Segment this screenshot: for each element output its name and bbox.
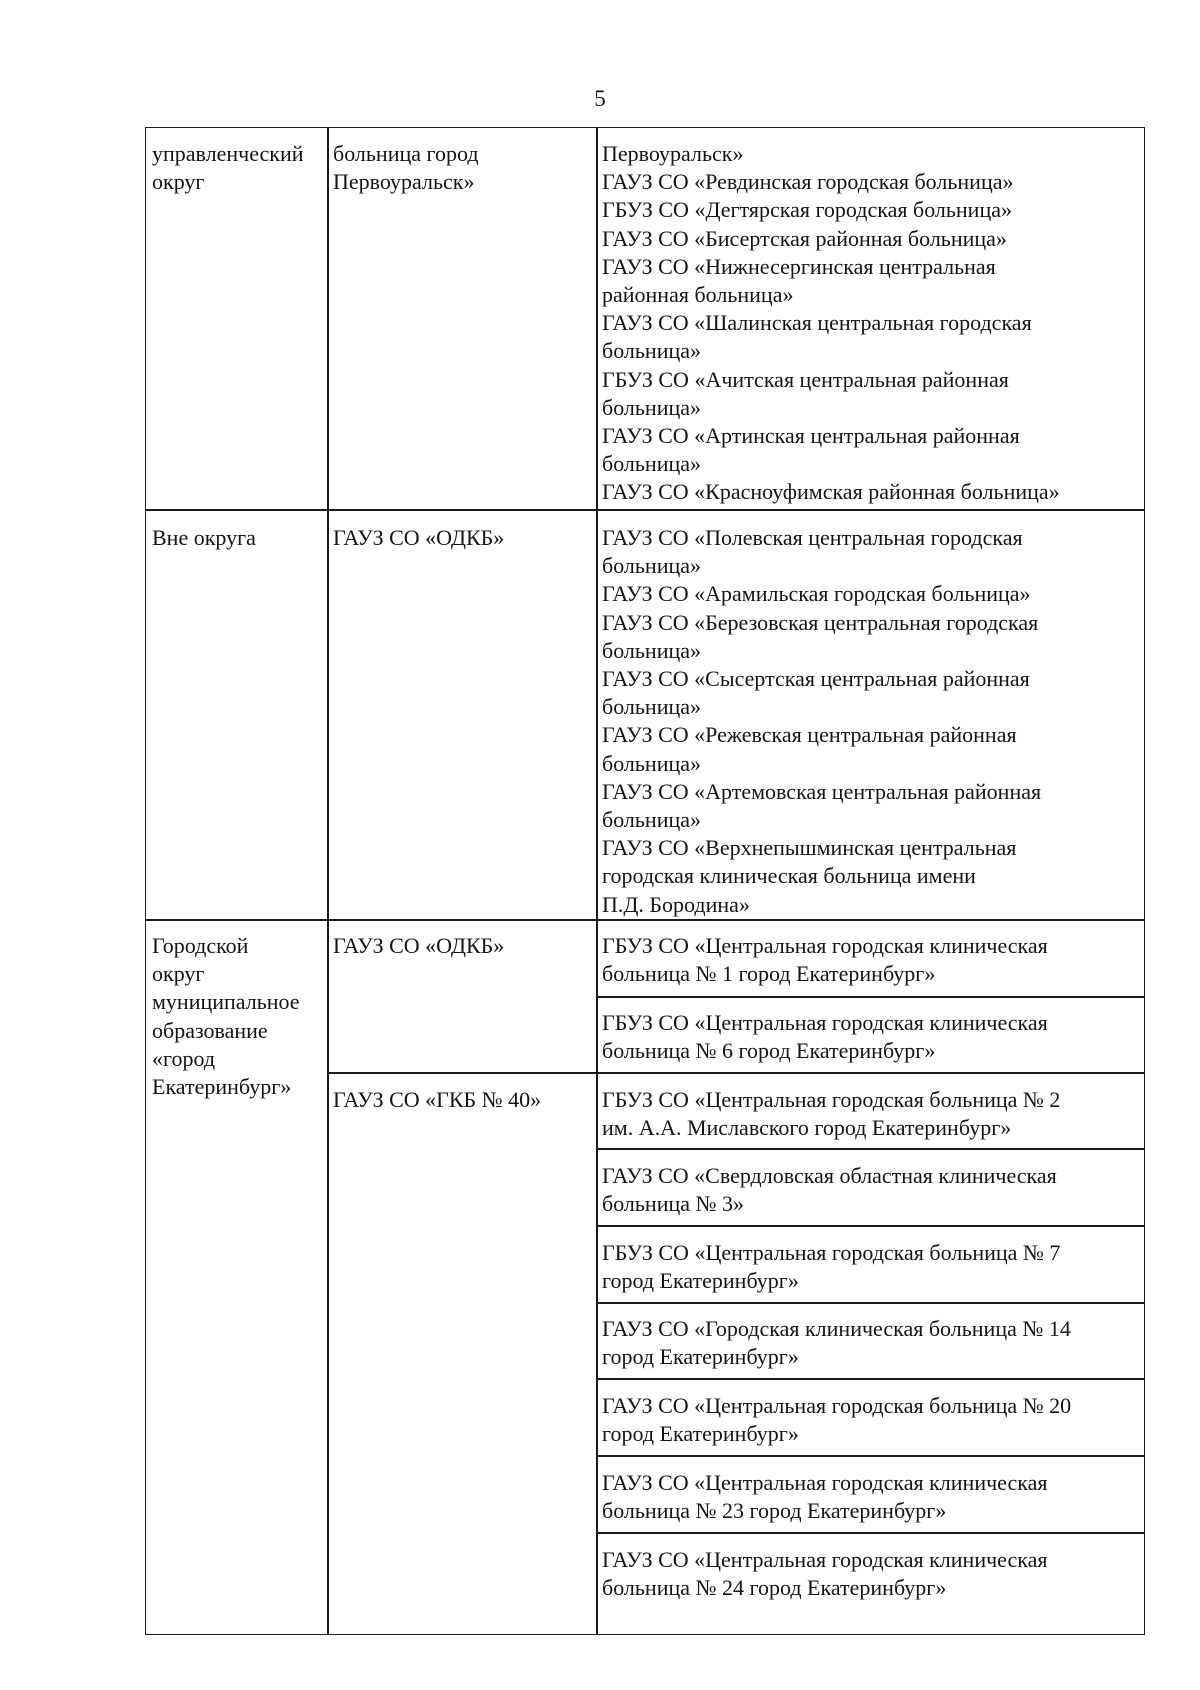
page-number: 5 — [594, 86, 606, 111]
hospital-cell — [596, 932, 1144, 988]
cell-line: больница» — [602, 637, 701, 663]
cell-line: ГБУЗ СО «Центральная городская больница № 7 — [602, 1240, 1061, 1265]
cell-line: ГБУЗ СО «Дегтярская городская больница» — [602, 197, 1012, 223]
district-cell — [146, 140, 327, 196]
hospital-cell — [596, 1392, 1144, 1448]
cell-line: ГАУЗ СО «Артемовская центральная районная — [602, 778, 1042, 804]
column-divider — [327, 128, 329, 1634]
cell-line: округ — [152, 169, 205, 195]
cell-line: ГАУЗ СО «Режевская центральная районная — [602, 722, 1017, 748]
cell-line: больница» — [602, 338, 701, 364]
cell-line: Первоуральск» — [602, 141, 744, 166]
cell-line: больница» — [602, 394, 701, 420]
row-divider — [596, 1532, 1144, 1534]
row-divider — [596, 1148, 1144, 1150]
hospital-cell — [596, 1546, 1144, 1602]
cell-line: «город — [152, 1045, 216, 1071]
cell-line: городская клиническая больница имени — [602, 863, 976, 889]
cell-line: ГАУЗ СО «Центральная городская клиническая — [602, 1470, 1048, 1495]
cell-line: ГБУЗ СО «Центральная городская клиническая — [602, 1010, 1048, 1035]
cell-line: ГАУЗ СО «ОДКБ» — [333, 933, 505, 958]
cell-line: ГАУЗ СО «Ревдинская городская больница» — [602, 169, 1014, 195]
cell-line: ГАУЗ СО «Свердловская областная клиническая — [602, 1163, 1057, 1188]
cell-line: округ — [152, 961, 205, 987]
hospital-cell — [596, 1086, 1144, 1142]
hospitals-cell — [596, 524, 1144, 919]
center-cell — [327, 524, 596, 552]
cell-line: больница» — [602, 553, 701, 579]
cell-line: ГАУЗ СО «ГКБ № 40» — [333, 1087, 542, 1112]
cell-line: ГАУЗ СО «Верхнепышминская центральная — [602, 835, 1017, 861]
cell-line: больница город — [333, 141, 479, 166]
row-divider — [146, 509, 1144, 511]
hospital-cell — [596, 1469, 1144, 1525]
row-divider — [596, 996, 1144, 998]
cell-line: ГАУЗ СО «Сысертская центральная районная — [602, 666, 1030, 692]
cell-line: больница № 6 город Екатеринбург» — [602, 1038, 936, 1064]
cell-line: больница» — [602, 694, 701, 720]
hospital-cell — [596, 1009, 1144, 1065]
cell-line: управленческий — [152, 141, 304, 166]
row-divider — [596, 1302, 1144, 1304]
hospital-routing-table — [145, 127, 1145, 1635]
center-cell — [327, 932, 596, 960]
row-divider — [327, 1072, 1144, 1074]
cell-line: больница» — [602, 451, 701, 477]
cell-line: ГАУЗ СО «Артинская центральная районная — [602, 423, 1020, 449]
row-divider — [596, 1225, 1144, 1227]
cell-line: районная больница» — [602, 282, 794, 308]
hospitals-cell — [596, 140, 1144, 507]
cell-line: город Екатеринбург» — [602, 1421, 799, 1447]
cell-line: ГАУЗ СО «Полевская центральная городская — [602, 525, 1023, 550]
cell-line: ГАУЗ СО «Центральная городская клиническая — [602, 1547, 1048, 1572]
cell-line: образование — [152, 1017, 268, 1043]
row-divider — [596, 1455, 1144, 1457]
cell-line: больница» — [602, 750, 701, 776]
cell-line: ГАУЗ СО «Центральная городская больница № 20 — [602, 1393, 1072, 1418]
cell-line: ГАУЗ СО «ОДКБ» — [333, 525, 505, 550]
cell-line: ГАУЗ СО «Арамильская городская больница» — [602, 581, 1031, 607]
hospital-cell — [596, 1162, 1144, 1218]
hospital-cell — [596, 1315, 1144, 1371]
cell-line: ГАУЗ СО «Шалинская центральная городская — [602, 310, 1032, 336]
hospital-cell — [596, 1239, 1144, 1295]
cell-line: больница № 24 город Екатеринбург» — [602, 1575, 947, 1601]
cell-line: Екатеринбург» — [152, 1074, 292, 1100]
cell-line: больница № 3» — [602, 1191, 744, 1217]
cell-line: ГАУЗ СО «Бисертская районная больница» — [602, 225, 1007, 251]
cell-line: больница № 23 город Екатеринбург» — [602, 1498, 947, 1524]
row-divider — [596, 1378, 1144, 1380]
district-cell — [146, 524, 327, 552]
cell-line: город Екатеринбург» — [602, 1268, 799, 1294]
cell-line: ГАУЗ СО «Красноуфимская районная больница» — [602, 479, 1060, 505]
district-cell — [146, 932, 327, 1101]
cell-line: им. А.А. Миславского город Екатеринбург» — [602, 1115, 1012, 1141]
cell-line: ГБУЗ СО «Центральная городская клиническая — [602, 933, 1048, 958]
cell-line: ГАУЗ СО «Нижнесергинская центральная — [602, 253, 996, 279]
cell-line: муниципальное — [152, 989, 300, 1015]
cell-line: Городской — [152, 933, 249, 958]
cell-line: ГБУЗ СО «Ачитская центральная районная — [602, 366, 1009, 392]
center-cell — [327, 140, 596, 196]
row-divider — [146, 919, 1144, 921]
cell-line: Первоуральск» — [333, 169, 475, 195]
cell-line: Вне округа — [152, 525, 256, 550]
cell-line: ГАУЗ СО «Березовская центральная городская — [602, 609, 1039, 635]
cell-line: больница» — [602, 807, 701, 833]
center-cell — [327, 1086, 596, 1114]
cell-line: город Екатеринбург» — [602, 1344, 799, 1370]
cell-line: ГАУЗ СО «Городская клиническая больница № 14 — [602, 1316, 1071, 1341]
cell-line: больница № 1 город Екатеринбург» — [602, 961, 936, 987]
cell-line: П.Д. Бородина» — [602, 891, 750, 917]
cell-line: ГБУЗ СО «Центральная городская больница № 2 — [602, 1087, 1061, 1112]
